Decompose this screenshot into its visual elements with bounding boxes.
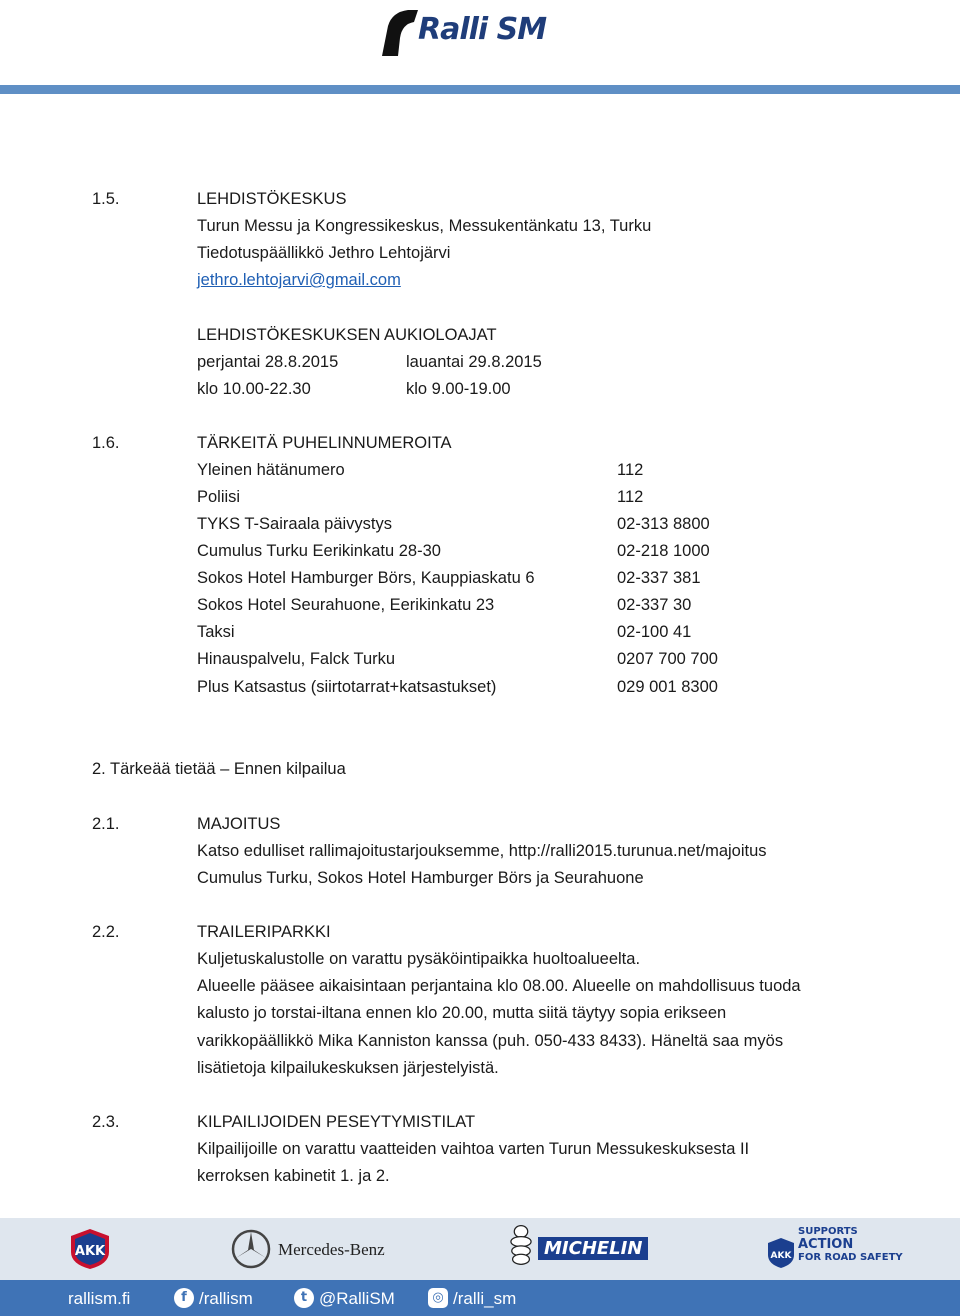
phone-number: 02-337 381: [617, 569, 701, 587]
press-contact: Tiedotuspäällikkö Jethro Lehtojärvi: [197, 244, 451, 262]
phone-number: 0207 700 700: [617, 650, 718, 668]
opening-day-friday: perjantai 28.8.2015: [197, 353, 339, 371]
phone-number: 02-218 1000: [617, 542, 710, 560]
phone-name: Yleinen hätänumero: [197, 461, 345, 479]
twitter-icon: t: [294, 1288, 314, 1308]
section-title: KILPAILIJOIDEN PESEYTYMISTILAT: [197, 1113, 476, 1131]
press-email-link[interactable]: jethro.lehtojarvi@gmail.com: [197, 271, 401, 289]
svg-text:AKK: AKK: [770, 1251, 792, 1261]
opening-hours-title: LEHDISTÖKESKUKSEN AUKIOLOAJAT: [197, 326, 497, 344]
phone-name: Sokos Hotel Hamburger Börs, Kauppiaskatu 6: [197, 569, 535, 587]
accommodation-text: Katso edulliset rallimajoitustarjouksemme, http://ralli2015.turunua.net/majoitus: [197, 842, 767, 860]
trailer-park-text: Kuljetuskalustolle on varattu pysäköintipaikka huoltoalueelta.: [197, 950, 641, 968]
section-number: 2.1.: [92, 815, 120, 833]
akk-logo-icon: [68, 1228, 112, 1270]
phone-name: Cumulus Turku Eerikinkatu 28-30: [197, 542, 441, 560]
phone-number: 02-313 8800: [617, 515, 710, 533]
akk-small-logo-icon: [766, 1232, 796, 1274]
opening-time-friday: klo 10.00-22.30: [197, 380, 311, 398]
phone-name: Sokos Hotel Seurahuone, Eerikinkatu 23: [197, 596, 495, 614]
phone-number: 112: [617, 488, 644, 506]
fia-line: SUPPORTS: [798, 1226, 858, 1237]
sponsor-bar: [0, 1218, 960, 1280]
social-bar: [0, 1280, 960, 1316]
car-silhouette-icon: [378, 8, 422, 60]
page-footer: [0, 1218, 960, 1316]
phone-number: 02-100 41: [617, 623, 692, 641]
instagram-link[interactable]: /ralli_sm: [453, 1289, 517, 1308]
section-title: MAJOITUS: [197, 815, 281, 833]
section-number: 1.5.: [92, 190, 120, 208]
phone-number: 02-337 30: [617, 596, 692, 614]
phone-number: 112: [617, 461, 644, 479]
twitter-link[interactable]: @RalliSM: [319, 1289, 395, 1308]
facebook-link[interactable]: /rallism: [199, 1289, 253, 1308]
website-link[interactable]: rallism.fi: [68, 1289, 131, 1308]
trailer-park-text: lisätietoja kilpailukeskuksen järjestelyistä.: [197, 1059, 499, 1077]
trailer-park-text: varikkopäällikkö Mika Kanniston kanssa (puh. 050-433 8433). Häneltä saa myös: [197, 1032, 784, 1050]
trailer-park-text: kalusto jo torstai-iltana ennen klo 20.00, mutta siitä täytyy sopia erikseen: [197, 1004, 727, 1022]
page-header: [0, 0, 960, 96]
section-title: TRAILERIPARKKI: [197, 923, 331, 941]
fia-line: ACTION: [798, 1237, 854, 1252]
opening-time-saturday: klo 9.00-19.00: [406, 380, 511, 398]
chapter-heading: 2. Tärkeää tietää – Ennen kilpailua: [92, 760, 346, 778]
section-title: LEHDISTÖKESKUS: [197, 190, 347, 208]
opening-day-saturday: lauantai 29.8.2015: [406, 353, 542, 371]
michelin-logo-text: MICHELIN: [538, 1237, 648, 1260]
press-center-address: Turun Messu ja Kongressikeskus, Messukentänkatu 13, Turku: [197, 217, 652, 235]
phone-name: Taksi: [197, 623, 235, 641]
section-number: 1.6.: [92, 434, 120, 452]
facebook-icon: f: [174, 1288, 194, 1308]
instagram-icon: ◎: [428, 1288, 448, 1308]
phone-name: Poliisi: [197, 488, 241, 506]
section-title: TÄRKEITÄ PUHELINNUMEROITA: [197, 434, 452, 452]
section-number: 2.3.: [92, 1113, 120, 1131]
ralli-sm-logo: [378, 6, 588, 62]
phone-name: Plus Katsastus (siirtotarrat+katsastukset): [197, 678, 497, 696]
accommodation-text: Cumulus Turku, Sokos Hotel Hamburger Börs ja Seurahuone: [197, 869, 644, 887]
logo-text: Ralli SM: [418, 12, 547, 47]
mercedes-benz-logo-text: Mercedes-Benz: [278, 1240, 385, 1259]
fia-road-safety-logo: [798, 1226, 903, 1264]
fia-line: FOR ROAD SAFETY: [798, 1252, 903, 1263]
washroom-text: kerroksen kabinetit 1. ja 2.: [197, 1167, 390, 1185]
header-rule: [0, 85, 960, 94]
trailer-park-text: Alueelle pääsee aikaisintaan perjantaina klo 08.00. Alueelle on mahdollisuus tuoda: [197, 977, 801, 995]
mercedes-star-icon: [230, 1228, 272, 1270]
washroom-text: Kilpailijoille on varattu vaatteiden vaihtoa varten Turun Messukeskuksesta II: [197, 1140, 750, 1158]
phone-name: Hinauspalvelu, Falck Turku: [197, 650, 396, 668]
michelin-man-icon: [504, 1224, 538, 1266]
phone-number: 029 001 8300: [617, 678, 718, 696]
phone-name: TYKS T-Sairaala päivystys: [197, 515, 393, 533]
section-number: 2.2.: [92, 923, 120, 941]
svg-text:AKK: AKK: [74, 1244, 106, 1259]
